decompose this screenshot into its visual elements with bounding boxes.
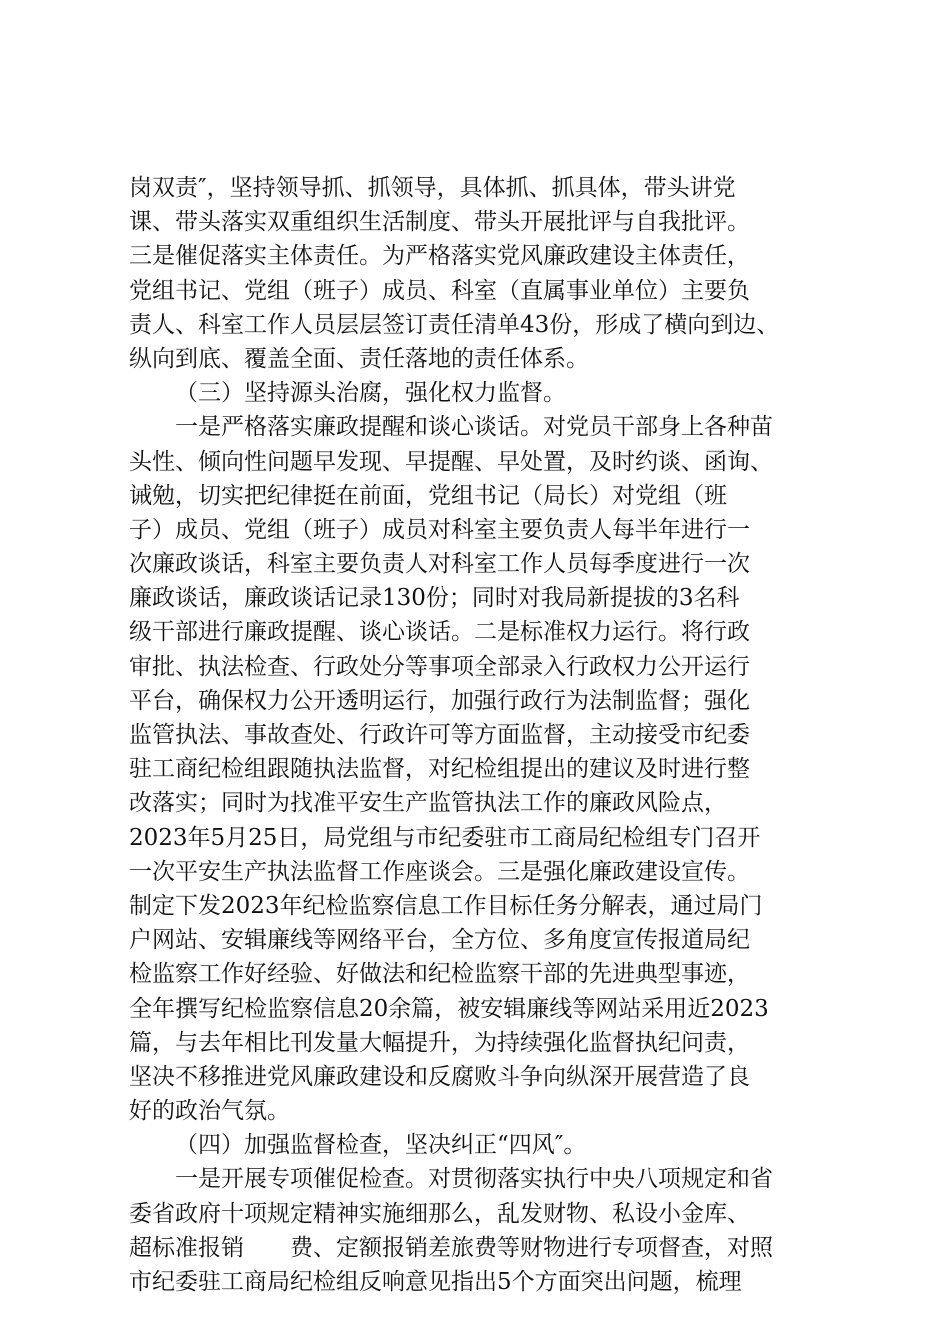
text-line: 头性、倾向性问题早发现、早提醒、早处置，及时约谈、函询、 xyxy=(129,448,773,475)
text-line: 子）成员、党组（班子）成员对科室主要负责人每半年进行一 xyxy=(129,516,750,543)
text-line: 次廉政谈话，科室主要负责人对科室工作人员每季度进行一次 xyxy=(129,551,750,578)
text-line: 市纪委驻工商局纪检组反响意见指出5个方面突出问题，梳理 xyxy=(129,1269,742,1295)
text-line: 岗双责″，坚持领导抓、抓领导，具体抓、抓具体，带头讲党 xyxy=(129,175,736,201)
text-line: 委省政府十项规定精神实施细那么，乱发财物、私设小金库、 xyxy=(129,1200,750,1227)
text-line: 一是严格落实廉政提醒和谈心谈话。对党员干部身上各种苗 xyxy=(175,414,773,441)
text-line: 好的政治气氛。 xyxy=(129,1098,290,1125)
text-line: 超标准报销 费、定额报销差旅费等财物进行专项督查，对照 xyxy=(129,1234,773,1261)
text-line: 审批、执法检查、行政处分等事项全部录入行政权力公开运行 xyxy=(129,653,750,680)
text-line: 篇，与去年相比刊发量大幅提升，为持续强化监督执纪问责， xyxy=(129,1029,750,1056)
text-line: 监管执法、事故查处、行政许可等方面监督，主动接受市纪委 xyxy=(129,722,750,748)
text-line: 一是开展专项催促检查。对贯彻落实执行中央八项规定和省 xyxy=(175,1166,773,1193)
text-line: 检监察工作好经验、好做法和纪检监察干部的先进典型事迹， xyxy=(129,961,750,988)
text-line: 级干部进行廉政提醒、谈心谈话。二是标准权力运行。将行政 xyxy=(129,619,750,646)
section-heading-3: （三）坚持源头治腐，强化权力监督。 xyxy=(175,380,566,407)
text-line: 坚决不移推进党风廉政建设和反腐败斗争向纵深开展营造了良 xyxy=(129,1063,750,1090)
text-line: 平台，确保权力公开透明运行，加强行政行为法制监督；强化 xyxy=(129,687,750,714)
section-heading-4: （四）加强监督检查，坚决纠正“四风″。 xyxy=(175,1132,587,1159)
text-line: 2023年5月25日，局党组与市纪委驻市工商局纪检组专门召开 xyxy=(129,824,761,851)
text-line: 全年撰写纪检监察信息20余篇，被安辑廉线等网站采用近2023 xyxy=(129,995,769,1022)
text-line: 驻工商纪检组跟随执法监督，对纪检组提出的建议及时进行整 xyxy=(129,756,750,783)
body-text xyxy=(129,171,841,1299)
text-line: 课、带头落实双重组织生活制度、带头开展批评与自我批评。 xyxy=(129,209,750,236)
text-line: 责人、科室工作人员层层签订责任清单43份，形成了横向到边、 xyxy=(129,311,780,338)
text-line: 纵向到底、覆盖全面、责任落地的责任体系。 xyxy=(129,345,589,372)
text-line: 一次平安生产执法监督工作座谈会。三是强化廉政建设宣传。 xyxy=(129,858,750,885)
text-line: 户网站、安辑廉线等网络平台，全方位、多角度宣传报道局纪 xyxy=(129,927,750,954)
text-line: 诫勉，切实把纪律挺在前面，党组书记（局长）对党组（班 xyxy=(129,482,727,509)
text-line: 党组书记、党组（班子）成员、科室（直属事业单位）主要负 xyxy=(129,277,750,304)
text-line: 改落实；同时为找准平安生产监管执法工作的廉政风险点， xyxy=(129,790,727,817)
text-line: 制定下发2023年纪检监察信息工作目标任务分解表，通过局门 xyxy=(129,892,763,919)
text-line: 廉政谈话，廉政谈话记录130份；同时对我局新提拔的3名科 xyxy=(129,585,740,612)
text-line: 三是催促落实主体责任。为严格落实党风廉政建设主体责任， xyxy=(129,243,750,270)
